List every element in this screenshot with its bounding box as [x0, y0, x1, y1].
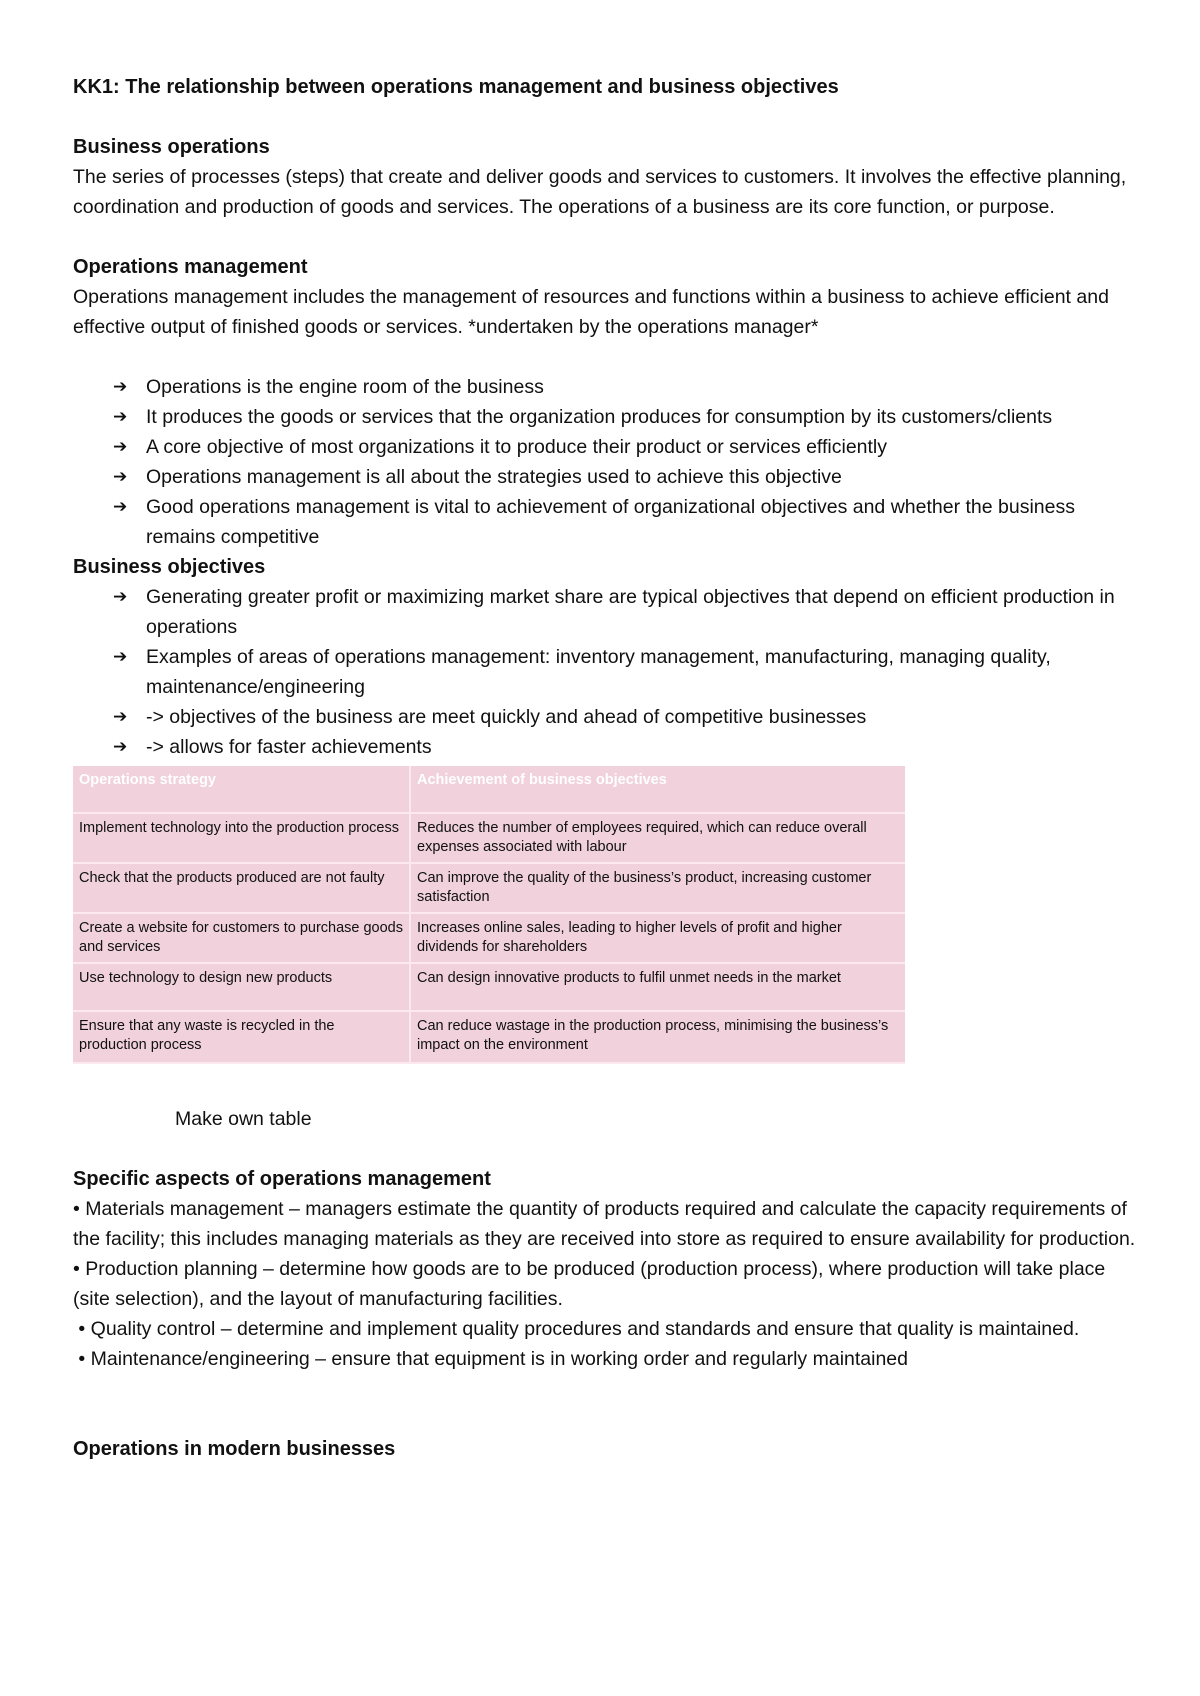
arrow-icon: ➔ — [113, 437, 128, 456]
operations-management-bullets — [73, 372, 1143, 552]
table-cell: Implement technology into the production process — [73, 813, 410, 863]
table-row — [73, 813, 905, 863]
list-item: ➔ It produces the goods or services that the organization produces for consumption by its customers/clients — [146, 402, 1143, 432]
table-cell: Use technology to design new products — [73, 963, 410, 1011]
list-item: ➔ Operations is the engine room of the business — [146, 372, 1143, 402]
specific-aspect-item: • Production planning – determine how goods are to be produced (production process), where production will take place (site selection), and the layout of manufacturing facilities. — [73, 1258, 1106, 1310]
arrow-icon: ➔ — [113, 497, 128, 516]
arrow-icon: ➔ — [113, 587, 128, 606]
specific-aspect-item: • Materials management – managers estimate the quantity of products required and calculate the capacity requirements of the facility; this includes managing materials as they are received into store as required to ensure availability for production. — [73, 1198, 1136, 1250]
table-header-cell: Operations strategy — [73, 766, 410, 813]
table-cell: Can reduce wastage in the production process, minimising the business’s impact on the environment — [410, 1011, 905, 1063]
business-objectives-heading: Business objectives — [73, 556, 266, 578]
make-own-table-note: Make own table — [175, 1108, 312, 1130]
list-item: ➔ Generating greater profit or maximizing market share are typical objectives that depend on efficient production in operations — [146, 582, 1143, 642]
operations-management-heading: Operations management — [73, 256, 308, 278]
arrow-icon: ➔ — [113, 377, 128, 396]
table-cell: Create a website for customers to purchase goods and services — [73, 913, 410, 963]
table-cell: Can design innovative products to fulfil unmet needs in the market — [410, 963, 905, 1011]
arrow-icon: ➔ — [113, 467, 128, 486]
operations-management-text: Operations management includes the management of resources and functions within a business to achieve efficient and effective output of finished goods or services. *undertaken by the operations manager* — [73, 286, 1109, 338]
table-row — [73, 963, 905, 1011]
specific-aspects-heading: Specific aspects of operations management — [73, 1168, 491, 1190]
list-item: ➔ -> allows for faster achievements — [146, 732, 1143, 762]
table-cell: Ensure that any waste is recycled in the production process — [73, 1011, 410, 1063]
table-row — [73, 1011, 905, 1063]
list-item: ➔ -> objectives of the business are meet quickly and ahead of competitive businesses — [146, 702, 1143, 732]
table-header-row — [73, 766, 905, 813]
business-operations-text: The series of processes (steps) that create and deliver goods and services to customers. It involves the effective planning, coordination and production of goods and services. The operations of a business are its core function, or purpose. — [73, 166, 1127, 218]
document-content — [73, 72, 1143, 1464]
table-row — [73, 863, 905, 913]
table-cell: Can improve the quality of the business’s product, increasing customer satisfaction — [410, 863, 905, 913]
modern-businesses-heading: Operations in modern businesses — [73, 1438, 396, 1460]
arrow-icon: ➔ — [113, 647, 128, 666]
table-header-cell: Achievement of business objectives — [410, 766, 905, 813]
arrow-icon: ➔ — [113, 737, 128, 756]
table-row — [73, 913, 905, 963]
list-item: ➔ Examples of areas of operations management: inventory management, manufacturing, managing quality, maintenance/engineering — [146, 642, 1143, 702]
list-item: ➔ A core objective of most organizations it to produce their product or services efficiently — [146, 432, 1143, 462]
table-cell: Reduces the number of employees required, which can reduce overall expenses associated with labour — [410, 813, 905, 863]
arrow-icon: ➔ — [113, 407, 128, 426]
list-item: ➔ Good operations management is vital to achievement of organizational objectives and whether the business remains competitive — [146, 492, 1143, 552]
business-operations-heading: Business operations — [73, 136, 270, 158]
page-title: KK1: The relationship between operations management and business objectives — [73, 76, 839, 98]
table-cell: Increases online sales, leading to higher levels of profit and higher dividends for shareholders — [410, 913, 905, 963]
specific-aspect-item: • Quality control – determine and implement quality procedures and standards and ensure that quality is maintained. — [73, 1318, 1080, 1340]
operations-strategy-table — [73, 766, 905, 1064]
arrow-icon: ➔ — [113, 707, 128, 726]
table-cell: Check that the products produced are not faulty — [73, 863, 410, 913]
list-item: ➔ Operations management is all about the strategies used to achieve this objective — [146, 462, 1143, 492]
business-objectives-bullets — [73, 582, 1143, 762]
specific-aspect-item: • Maintenance/engineering – ensure that equipment is in working order and regularly maintained — [73, 1348, 909, 1370]
